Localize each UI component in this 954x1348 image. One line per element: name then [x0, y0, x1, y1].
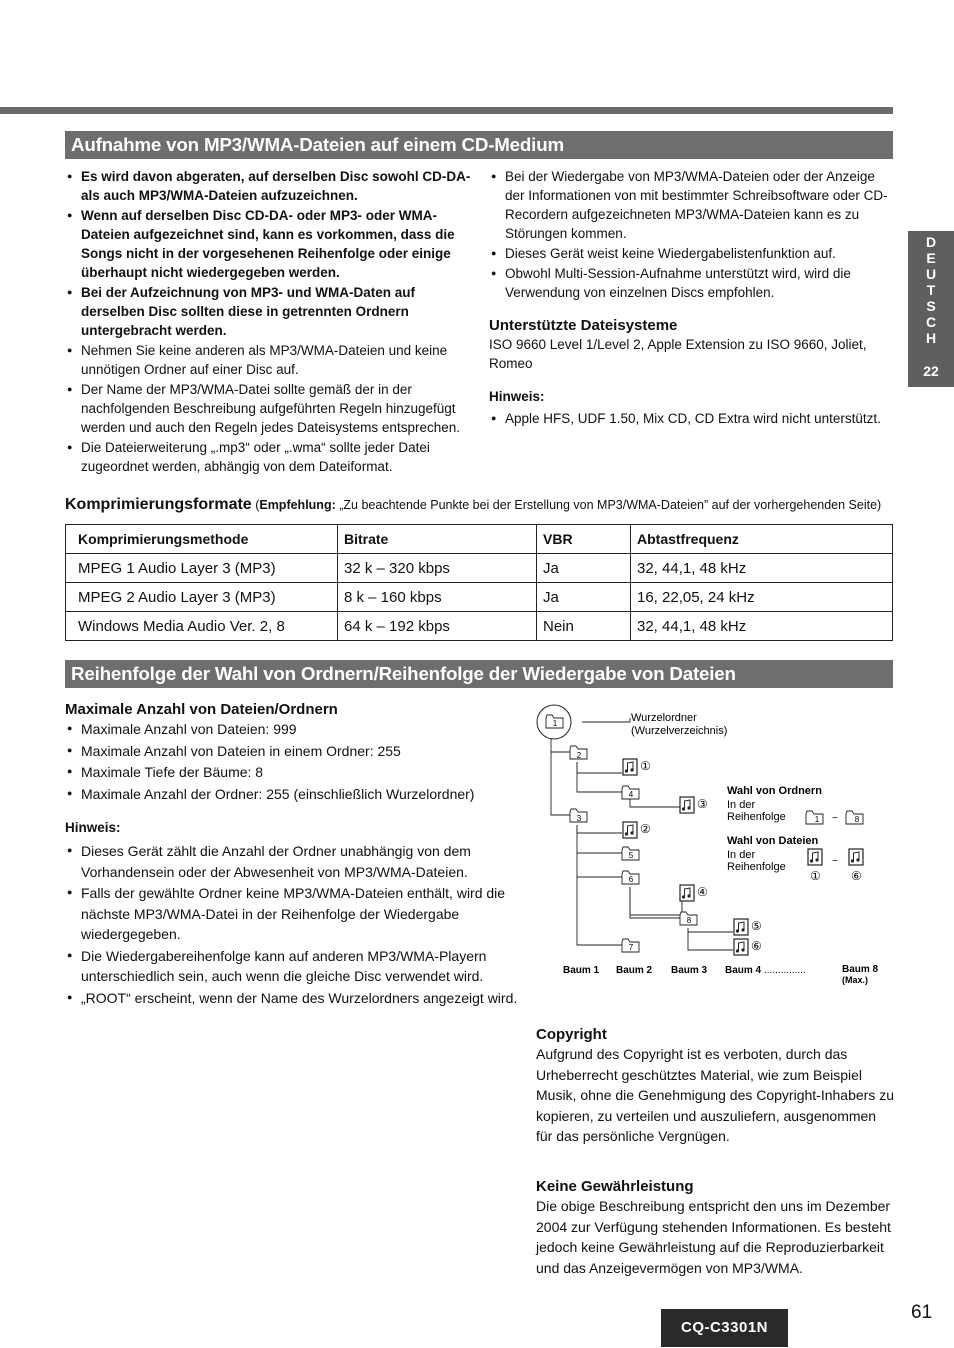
tree-level-label-sub: (Max.)	[842, 975, 869, 985]
list-item: ● Dieses Gerät weist keine Wiedergabelistenfunktion auf.	[489, 244, 894, 263]
table-cell: MPEG 2 Audio Layer 3 (MP3)	[66, 583, 338, 612]
compression-note-open: (	[255, 498, 260, 512]
table-header: Bitrate	[338, 525, 537, 554]
list-item: ● Apple HFS, UDF 1.50, Mix CD, CD Extra wird nicht unterstützt.	[489, 409, 894, 428]
legend-in-der: In der	[727, 799, 756, 811]
table-cell: Windows Media Audio Ver. 2, 8	[66, 612, 338, 641]
folder-number: 1	[814, 815, 820, 824]
list-item: ● Nehmen Sie keine anderen als MP3/WMA-Dateien und keine unnötigen Ordner auf einer Disc auf.	[65, 341, 475, 379]
tab-letter: C	[925, 314, 937, 330]
folder-number: 1	[552, 719, 558, 728]
top-rule	[0, 107, 893, 114]
folder-number: 5	[628, 851, 634, 860]
max-files-heading: Maximale Anzahl von Dateien/Ordnern	[65, 701, 338, 718]
folder-number: 2	[576, 751, 582, 760]
list-item: ● Falls der gewählte Ordner keine MP3/WMA-Dateien enthält, wird die nächste MP3/WMA-Datei in der Reihenfolge der Wiedergabe wiedergegeben.	[65, 883, 525, 945]
warranty-text: Die obige Beschreibung entspricht den uns im Dezember 2004 zur Verfügung stehenden Informationen. Es besteht jedoch keine Gewährleistung auf die Reproduzierbarkeit und das Anzeigevermögen von MP3/WMA.	[536, 1198, 891, 1276]
recording-left-list	[65, 167, 475, 476]
file-mark: ⑥	[851, 869, 862, 883]
list-item: ● Bei der Wiedergabe von MP3/WMA-Dateien oder der Anzeige der Informationen von mit bestimmter Schreibsoftware oder CD-Recordern aufgezeichneten MP3/WMA-Dateien kann es zu Störungen kommen.	[489, 167, 894, 243]
list-item: ● Wenn auf derselben Disc CD-DA- oder MP3- oder WMA-Dateien aufgezeichnet sind, kann es vorkommen, dass die Songs nicht in der vorgesehenen Reihenfolge oder einige überhaupt nicht wiedergegeben werden.	[65, 206, 475, 282]
compression-heading	[65, 496, 881, 514]
tree-dots: ...............	[764, 965, 806, 976]
list-item: ● Maximale Anzahl der Ordner: 255 (einschließlich Wurzelordner)	[65, 784, 525, 805]
filesystems-text: ISO 9660 Level 1/Level 2, Apple Extension zu ISO 9660, Joliet, Romeo	[489, 337, 867, 371]
compression-note-text: „Zu beachtende Punkte bei der Erstellung von MP3/WMA-Dateien” auf der vorhergehenden Seite)	[339, 498, 882, 512]
legend-tilde: ~	[832, 856, 838, 867]
list-item: ● Der Name der MP3/WMA-Datei sollte gemäß der in der nachfolgenden Beschreibung aufgeführten Regeln hinzugefügt werden und auch den Regeln jedes Dateisystems entsprechen.	[65, 380, 475, 437]
music-file-icon	[734, 919, 748, 935]
order-hinweis-list	[65, 841, 525, 1008]
table-cell: 16, 22,05, 24 kHz	[631, 583, 893, 612]
tab-letter: H	[925, 330, 937, 346]
section-title-order: Reihenfolge der Wahl von Ordnern/Reihenfolge der Wiedergabe von Dateien	[65, 660, 893, 688]
folder-number: 7	[628, 943, 634, 952]
folder-number: 4	[628, 790, 634, 799]
file-mark: ④	[697, 885, 708, 899]
copyright-heading: Copyright	[536, 1026, 607, 1043]
list-item: ● „ROOT“ erscheint, wenn der Name des Wurzelordners angezeigt wird.	[65, 988, 525, 1009]
filesystems-heading: Unterstützte Dateisysteme	[489, 317, 678, 334]
warranty-heading: Keine Gewährleistung	[536, 1178, 694, 1195]
music-file-icon	[808, 849, 822, 865]
list-item: ● Maximale Tiefe der Bäume: 8	[65, 762, 525, 783]
hinweis-label: Hinweis:	[489, 389, 545, 404]
recording-right-column	[489, 167, 894, 429]
recording-left-column	[65, 167, 475, 477]
folder-number: 3	[576, 814, 582, 823]
table-cell: 32 k – 320 kbps	[338, 554, 537, 583]
compression-table	[65, 524, 893, 641]
hinweis-label: Hinweis:	[65, 820, 121, 835]
root-label-sub: (Wurzelverzeichnis)	[631, 725, 728, 737]
table-cell: 32, 44,1, 48 kHz	[631, 612, 893, 641]
max-files-list	[65, 719, 525, 804]
list-item: ● Die Dateierweiterung „.mp3“ oder „.wma“ sollte jeder Datei zugeordnet werden, abhängig von dem Dateiformat.	[65, 438, 475, 476]
legend-reihenfolge: Reihenfolge	[727, 811, 786, 823]
file-mark: ②	[640, 822, 651, 836]
file-mark: ⑤	[751, 919, 762, 933]
table-row	[66, 612, 893, 641]
tree-level-label: Baum 8	[842, 964, 879, 975]
file-mark: ⑥	[751, 939, 762, 953]
tab-letter: U	[925, 266, 937, 282]
language-tab	[908, 231, 954, 387]
compression-note-label: Empfehlung:	[259, 498, 336, 512]
tree-level-label: Baum 2	[616, 965, 653, 976]
model-badge: CQ-C3301N	[661, 1309, 788, 1347]
compression-title: Komprimierungsformate	[65, 496, 252, 513]
tree-level-label: Baum 1	[563, 965, 600, 976]
folder-number: 8	[686, 916, 692, 925]
tree-level-label: Baum 4	[725, 965, 762, 976]
list-item: ● Die Wiedergabereihenfolge kann auf anderen MP3/WMA-Playern unterschiedlich sein, auch wenn die gleiche Disc verwendet wird.	[65, 946, 525, 987]
table-header: Komprimierungsmethode	[66, 525, 338, 554]
recording-right-list	[489, 167, 894, 302]
legend-folder-title: Wahl von Ordnern	[727, 785, 822, 797]
table-row	[66, 583, 893, 612]
tree-level-label: Baum 3	[671, 965, 708, 976]
legend-in-der: In der	[727, 849, 756, 861]
file-mark: ①	[810, 869, 821, 883]
warranty-block	[536, 1177, 896, 1278]
music-file-icon	[680, 885, 694, 901]
music-file-icon	[623, 759, 637, 775]
list-item: ● Maximale Anzahl von Dateien in einem Ordner: 255	[65, 741, 525, 762]
table-cell: 64 k – 192 kbps	[338, 612, 537, 641]
list-item: ● Maximale Anzahl von Dateien: 999	[65, 719, 525, 740]
legend-tilde: ~	[832, 813, 838, 824]
table-header-row	[66, 525, 893, 554]
language-tab-page: 22	[923, 363, 939, 379]
file-mark: ①	[640, 759, 651, 773]
folder-number: 8	[854, 815, 860, 824]
table-cell: Nein	[537, 612, 631, 641]
table-row	[66, 554, 893, 583]
music-file-icon	[680, 797, 694, 813]
music-file-icon	[734, 939, 748, 955]
list-item: ● Es wird davon abgeraten, auf derselben Disc sowohl CD-DA- als auch MP3/WMA-Dateien aufzuzeichnen.	[65, 167, 475, 205]
table-cell: 32, 44,1, 48 kHz	[631, 554, 893, 583]
legend-file-title: Wahl von Dateien	[727, 835, 819, 847]
hinweis-list	[489, 409, 894, 428]
table-cell: MPEG 1 Audio Layer 3 (MP3)	[66, 554, 338, 583]
tab-letter: E	[926, 250, 936, 266]
music-file-icon	[849, 849, 863, 865]
root-label: Wurzelordner	[631, 712, 697, 724]
table-cell: Ja	[537, 583, 631, 612]
table-header: VBR	[537, 525, 631, 554]
tab-letter: T	[926, 282, 936, 298]
list-item: ● Obwohl Multi-Session-Aufnahme unterstützt wird, wird die Verwendung von einzelnen Discs empfohlen.	[489, 264, 894, 302]
page-number: 61	[911, 1302, 933, 1323]
copyright-text: Aufgrund des Copyright ist es verboten, durch das Urheberrecht geschütztes Material, wie zum Beispiel Musik, ohne die Genehmigung des Copyright-Inhabers zu kopieren, zu verteilen und auszuliefern, ausgenommen für das persönliche Vergnügen.	[536, 1046, 894, 1144]
legend-reihenfolge: Reihenfolge	[727, 861, 786, 873]
tab-letter: S	[926, 298, 936, 314]
folder-tree-diagram	[530, 700, 895, 1000]
music-file-icon	[623, 822, 637, 838]
language-tab-letters	[908, 231, 954, 346]
list-item: ● Bei der Aufzeichnung von MP3- und WMA-Daten auf derselben Disc sollten diese in getrennten Ordnern untergebracht werden.	[65, 283, 475, 340]
order-left-column	[65, 700, 525, 1009]
table-cell: Ja	[537, 554, 631, 583]
section-title-recording: Aufnahme von MP3/WMA-Dateien auf einem CD-Medium	[65, 131, 893, 159]
table-cell: 8 k – 160 kbps	[338, 583, 537, 612]
table-header: Abtastfrequenz	[631, 525, 893, 554]
copyright-block	[536, 1025, 896, 1147]
folder-number: 6	[628, 875, 634, 884]
tab-letter: D	[925, 234, 937, 250]
list-item: ● Dieses Gerät zählt die Anzahl der Ordner unabhängig von dem Vorhandensein oder der Abwesenheit von MP3/WMA-Dateien.	[65, 841, 525, 882]
file-mark: ③	[697, 797, 708, 811]
